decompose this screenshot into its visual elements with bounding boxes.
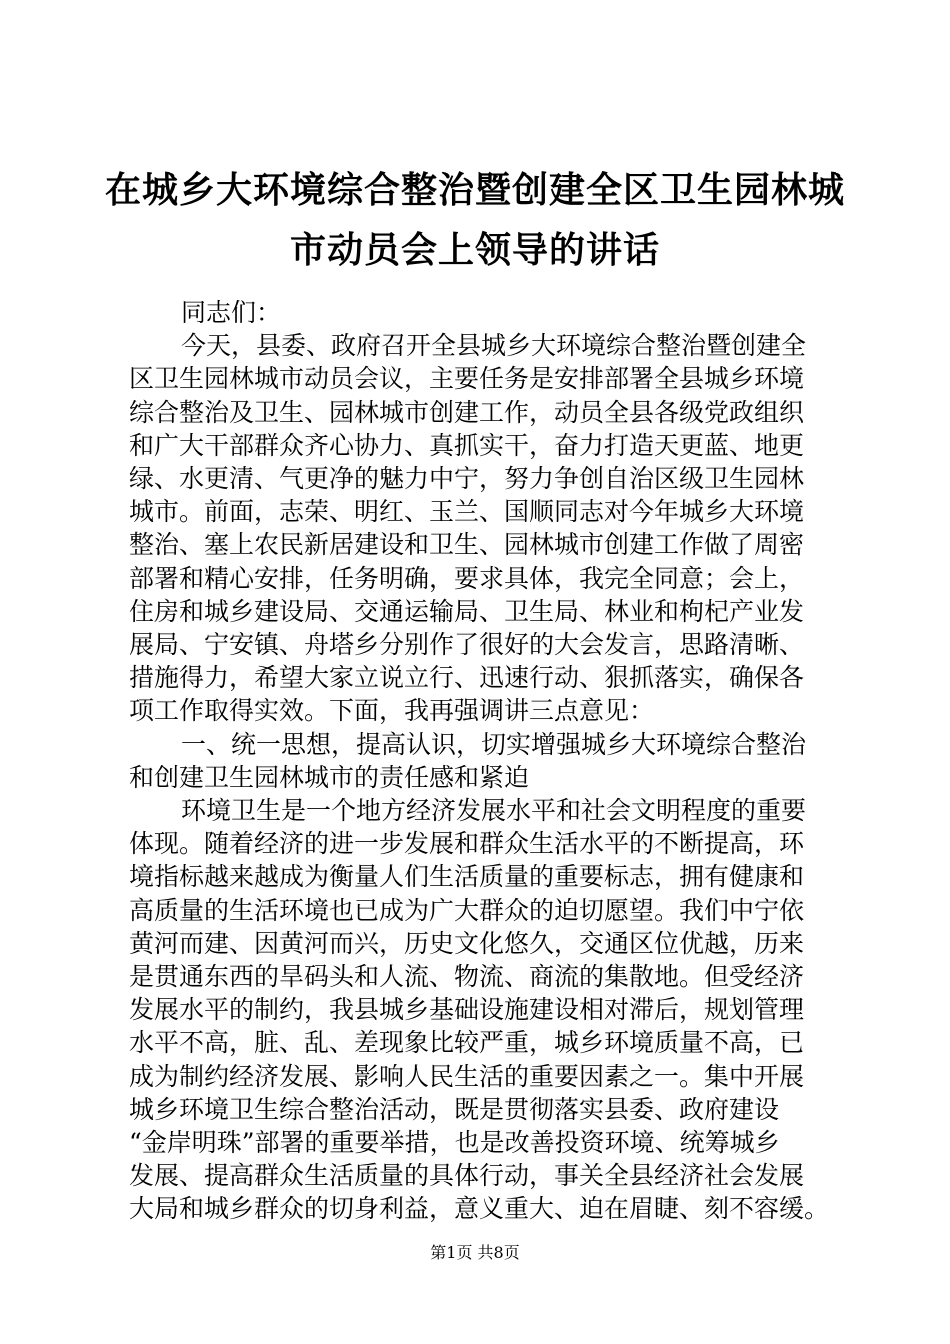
paragraph-line: 水平不高，脏、乱、差现象比较严重，城乡环境质量不高，已 (129, 1028, 805, 1058)
paragraph-line: 今天，县委、政府召开全县城乡大环境综合整治暨创建全 (181, 331, 807, 361)
paragraph-line: 城市。前面，志荣、明红、玉兰、国顺同志对今年城乡大环境 (129, 497, 805, 527)
paragraph-line: 区卫生园林城市动员会议，主要任务是安排部署全县城乡环境 (129, 364, 805, 394)
paragraph-line: 和广大干部群众齐心协力、真抓实干，奋力打造天更蓝、地更 (129, 430, 805, 460)
paragraph-line: “金岸明珠”部署的重要举措，也是改善投资环境、统筹城乡 (129, 1128, 780, 1158)
paragraph-opening (129, 329, 829, 727)
paragraph-line: 住房和城乡建设局、交通运输局、卫生局、林业和枸杞产业发 (129, 596, 805, 626)
paragraph-line: 和创建卫生园林城市的责任感和紧迫 (129, 762, 530, 792)
paragraph-section-heading (129, 728, 829, 794)
paragraph-line: 高质量的生活环境也已成为广大群众的迫切愿望。我们中宁依 (129, 895, 805, 925)
title-line-1: 在城乡大环境综合整治暨创建全区卫生园林城 (104, 169, 845, 211)
page-footer: 第1页 共8页 (430, 1243, 520, 1262)
salutation: 同志们： (181, 298, 282, 327)
title-line-2: 市动员会上领导的讲话 (289, 229, 660, 271)
paragraph-line: 境指标越来越成为衡量人们生活质量的重要标志，拥有健康和 (129, 862, 805, 892)
paragraph-line: 发展水平的制约，我县城乡基础设施建设相对滞后，规划管理 (129, 995, 805, 1025)
paragraph-line: 黄河而建、因黄河而兴，历史文化悠久，交通区位优越，历来 (129, 928, 805, 958)
paragraph-line: 展局、宁安镇、舟塔乡分别作了很好的大会发言，思路清晰、 (129, 630, 805, 660)
paragraph-line: 部署和精心安排，任务明确，要求具体，我完全同意；会上， (129, 563, 805, 593)
paragraph-line: 综合整治及卫生、园林城市创建工作，动员全县各级党政组织 (129, 397, 805, 427)
paragraph-line: 绿、水更清、气更净的魅力中宁，努力争创自治区级卫生园林 (129, 464, 805, 494)
paragraph-line: 大局和城乡群众的切身利益，意义重大、迫在眉睫、刻不容缓。 (129, 1194, 830, 1224)
paragraph-line: 一、统一思想，提高认识，切实增强城乡大环境综合整治 (181, 729, 807, 759)
paragraph-line: 体现。随着经济的进一步发展和群众生活水平的不断提高，环 (129, 829, 805, 859)
paragraph-line: 城乡环境卫生综合整治活动，既是贯彻落实县委、政府建设 (129, 1094, 780, 1124)
paragraph-line: 是贯通东西的旱码头和人流、物流、商流的集散地。但受经济 (129, 962, 805, 992)
salutation-paragraph (129, 296, 829, 329)
paragraph-line: 环境卫生是一个地方经济发展水平和社会文明程度的重要 (181, 796, 807, 826)
paragraph-environment (129, 794, 829, 1226)
paragraph-line: 措施得力，希望大家立说立行、迅速行动、狠抓落实，确保各 (129, 663, 805, 693)
paragraph-line: 项工作取得实效。下面，我再强调讲三点意见： (129, 696, 655, 726)
document-title (100, 160, 850, 280)
paragraph-line: 成为制约经济发展、影响人民生活的重要因素之一。集中开展 (129, 1061, 805, 1091)
paragraph-line: 发展、提高群众生活质量的具体行动，事关全县经济社会发展 (129, 1161, 805, 1191)
document-body (129, 296, 829, 1226)
paragraph-line: 整治、塞上农民新居建设和卫生、园林城市创建工作做了周密 (129, 530, 805, 560)
